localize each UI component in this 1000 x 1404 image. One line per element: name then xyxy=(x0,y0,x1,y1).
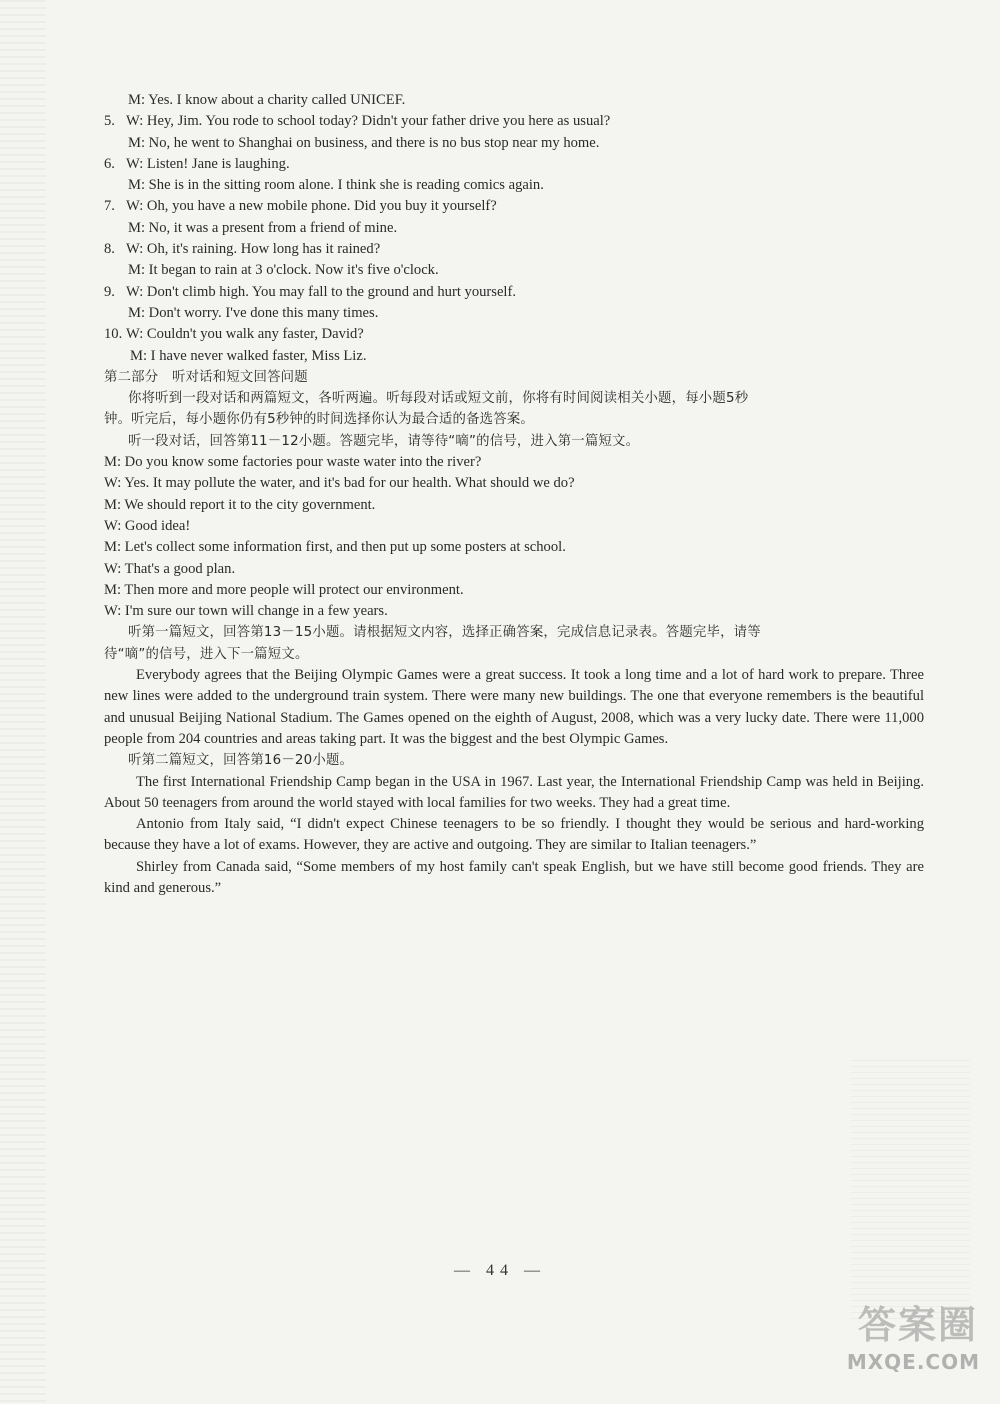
dialogue-8-man-line: M: It began to rain at 3 o'clock. Now it's five o'clock. xyxy=(128,262,439,279)
dialogue-number: 9. xyxy=(104,283,115,300)
dialogue-text: W: Listen! Jane is laughing. xyxy=(126,155,290,172)
dialogue-text: W: Couldn't you walk any faster, David? xyxy=(126,326,364,343)
scan-edge-noise xyxy=(0,0,46,1404)
dialogue-text: W: Don't climb high. You may fall to the ground and hurt yourself. xyxy=(126,283,516,300)
dialogue-number: 5. xyxy=(104,113,115,130)
scan-speckle-noise xyxy=(850,1060,970,1320)
conversation-line: W: That's a good plan. xyxy=(104,560,236,577)
conversation-line: W: I'm sure our town will change in a few years. xyxy=(104,603,388,620)
dialogue-5-man-line: M: No, he went to Shanghai on business, and there is no bus stop near my home. xyxy=(128,134,600,151)
passage-2-paragraph: Shirley from Canada said, “Some members of my host family can't speak English, but we have still become good friends. They are kind and generous.” xyxy=(104,858,924,896)
watermark xyxy=(816,1294,986,1384)
instruction-line: 钟。听完后，每小题你仍有5秒钟的时间选择你认为最合适的备选答案。 xyxy=(104,412,535,428)
conversation-line: M: Do you know some factories pour waste water into the river? xyxy=(104,454,482,471)
dialogue-4-man-line: M: Yes. I know about a charity called UNICEF. xyxy=(128,92,406,108)
passage-1-text: Everybody agrees that the Beijing Olympic Games were a great success. It took a long time and a lot of hard work to prepare. Three new lines were added to the underground train system. There were many new buildings. The one that everyone remembers is the beautiful and unusual Beijing National Stadium. The Games opened on the eighth of August, 2008, which was a very lucky date. There were 11,000 people from 204 countries and areas taking part. It was the biggest and the best Olympic Games. xyxy=(104,667,924,747)
watermark-logo: 答案圈 xyxy=(857,1303,978,1347)
conversation-line: W: Yes. It may pollute the water, and it's bad for our health. What should we do? xyxy=(104,475,575,492)
dialogue-7-man-line: M: No, it was a present from a friend of mine. xyxy=(128,219,398,236)
dialogue-text: W: Oh, you have a new mobile phone. Did you buy it yourself? xyxy=(126,198,497,215)
dialogue-number: 6. xyxy=(104,155,115,172)
passage-2-paragraph: The first International Friendship Camp began in the USA in 1967. Last year, the International Friendship Camp was held in Beijing. About 50 teenagers from around the world stayed with local families for two weeks. They had a great time. xyxy=(104,773,924,811)
dialogue-10-woman-line xyxy=(104,324,924,345)
page-number: — 44 — xyxy=(454,1262,546,1279)
page-content xyxy=(104,90,924,899)
dialogue-number: 10. xyxy=(104,326,123,343)
dialogue-text: W: Hey, Jim. You rode to school today? Didn't your father drive you here as usual? xyxy=(126,113,611,130)
section-heading: 第二部分 听对话和短文回答问题 xyxy=(104,369,308,385)
dialogue-number: 7. xyxy=(104,198,115,215)
dialogue-text: W: Oh, it's raining. How long has it rained? xyxy=(126,241,381,258)
dialogue-5-woman-line xyxy=(104,111,924,132)
conversation-line: M: We should report it to the city government. xyxy=(104,496,376,513)
watermark-url: MXQE.COM xyxy=(846,1350,980,1374)
passage-1-intro: 听第一篇短文，回答第13－15小题。请根据短文内容，选择正确答案，完成信息记录表。答题完毕，请等 xyxy=(128,625,761,641)
passage-2-intro: 听第二篇短文，回答第16－20小题。 xyxy=(128,753,354,769)
dialogue-6-woman-line xyxy=(104,154,924,175)
dialogue-9-man-line: M: Don't worry. I've done this many times. xyxy=(128,304,379,321)
dialogue-intro: 听一段对话，回答第11－12小题。答题完毕，请等待“嘀”的信号，进入第一篇短文。 xyxy=(128,433,640,449)
conversation-line: M: Let's collect some information first, and then put up some posters at school. xyxy=(104,539,566,556)
passage-2-paragraph: Antonio from Italy said, “I didn't expect Chinese teenagers to be so friendly. I thought they would be serious and hard-working because they have a lot of exams. However, they are active and outgoing. They are similar to Italian teenagers.” xyxy=(104,816,924,854)
conversation-line: M: Then more and more people will protect our environment. xyxy=(104,581,464,598)
dialogue-number: 8. xyxy=(104,241,115,258)
instruction-line: 你将听到一段对话和两篇短文，各听两遍。听每段对话或短文前，你将有时间阅读相关小题，每小题5秒 xyxy=(128,391,749,407)
dialogue-6-man-line: M: She is in the sitting room alone. I think she is reading comics again. xyxy=(128,177,544,194)
dialogue-8-woman-line xyxy=(104,239,924,260)
conversation-line: W: Good idea! xyxy=(104,517,191,534)
dialogue-7-woman-line xyxy=(104,196,924,217)
dialogue-10-man-line: M: I have never walked faster, Miss Liz. xyxy=(130,347,367,364)
dialogue-9-woman-line xyxy=(104,282,924,303)
passage-1-intro-cont: 待“嘀”的信号，进入下一篇短文。 xyxy=(104,646,309,662)
